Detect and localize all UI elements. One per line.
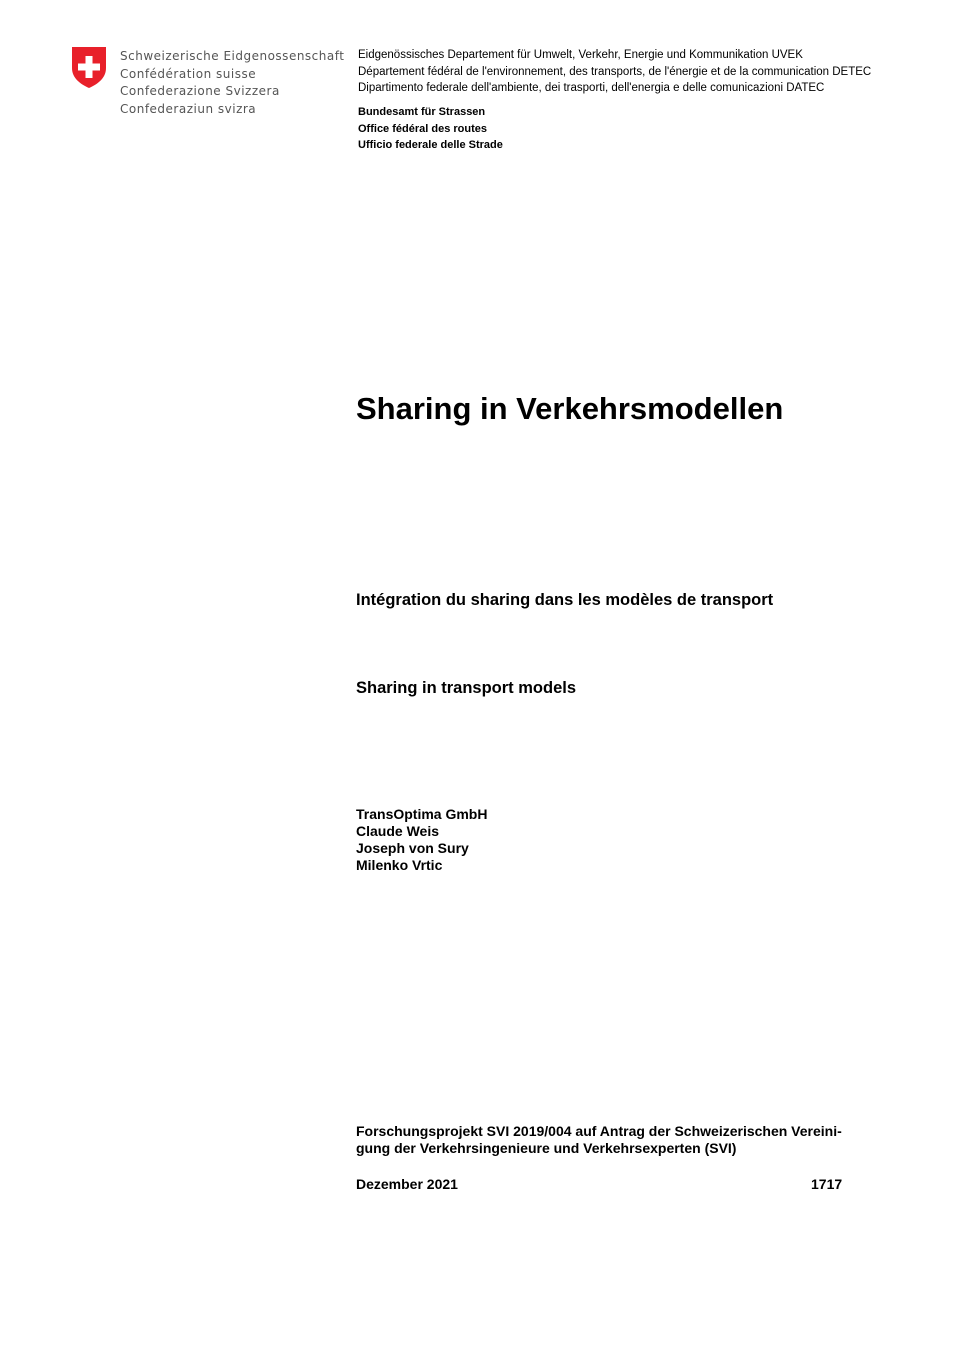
confederation-line-de: Schweizerische Eidgenossenschaft <box>120 49 345 63</box>
swiss-shield-icon <box>71 46 107 89</box>
author-company: TransOptima GmbH <box>356 806 488 822</box>
subtitle-english: Sharing in transport models <box>356 679 577 697</box>
office-line-de: Bundesamt für Strassen <box>358 106 486 118</box>
report-title: Sharing in Verkehrsmodellen <box>356 391 784 426</box>
publication-date: Dezember 2021 <box>356 1176 458 1192</box>
confederation-names <box>120 48 344 118</box>
author-name: Milenko Vrtic <box>356 857 443 873</box>
subtitle-french: Intégration du sharing dans les modèles de transport <box>356 591 774 609</box>
office-names <box>358 104 503 154</box>
department-line-fr: Département fédéral de l'environnement, des transports, de l'énergie et de la communication DETEC <box>358 65 872 78</box>
project-description <box>356 1123 871 1157</box>
confederation-line-rm: Confederaziun svizra <box>120 101 257 116</box>
office-line-it: Ufficio federale delle Strade <box>358 139 503 151</box>
author-name: Joseph von Sury <box>356 840 469 856</box>
department-line-it: Dipartimento federale dell'ambiente, dei trasporti, dell'energia e delle comunicazioni DATEC <box>358 82 825 94</box>
author-list <box>356 806 487 874</box>
office-line-fr: Office fédéral des routes <box>358 122 487 135</box>
report-number: 1717 <box>811 1176 843 1192</box>
project-line: Forschungsprojekt SVI 2019/004 auf Antrag der Schweizerischen Vereini- <box>356 1123 842 1139</box>
confederation-line-fr: Confédération suisse <box>120 66 257 81</box>
confederation-line-it: Confederazione Svizzera <box>120 84 280 98</box>
department-line-de: Eidgenössisches Departement für Umwelt, Verkehr, Energie und Kommunikation UVEK <box>358 49 803 61</box>
department-names <box>358 47 871 97</box>
project-line: gung der Verkehrsingenieure und Verkehrsexperten (SVI) <box>356 1140 737 1156</box>
author-name: Claude Weis <box>356 823 439 839</box>
